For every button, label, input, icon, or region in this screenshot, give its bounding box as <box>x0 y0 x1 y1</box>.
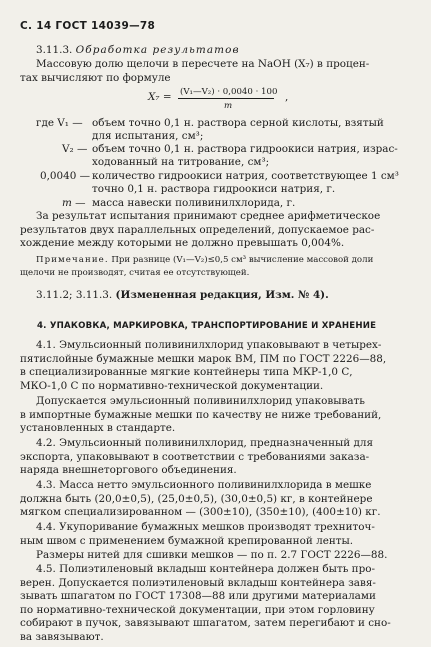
text-line: Допускается эмульсионный поливинилхлорид упаковывать <box>36 395 365 407</box>
paragraph-4-3 <box>20 479 411 520</box>
def-symbol: m — <box>62 197 86 209</box>
def-text: для испытания, см³; <box>92 130 204 142</box>
text-line: мягком специализированном — (300±10), (350±10), (400±10) кг. <box>20 506 381 519</box>
paragraph-4-5 <box>20 563 411 645</box>
text-line: результатов двух параллельных определений, допускаемое рас- <box>20 223 375 236</box>
text-line: ва завязывают. <box>20 630 104 643</box>
paragraph-4-4 <box>20 521 411 548</box>
section-number: 3.11.3. <box>36 44 73 56</box>
paragraph-4-2 <box>20 437 411 478</box>
text-line: Размеры нитей для сшивки мешков — по п. 2.7 ГОСТ 2226—88. <box>36 549 388 561</box>
text-line: должна быть (20,0±0,5), (25,0±0,5), (30,0±0,5) кг, в контейнере <box>20 492 373 505</box>
amendment-text: (Измененная редакция, Изм. № 4). <box>115 289 329 301</box>
paragraph-4-1-b <box>20 395 411 436</box>
text-line: 4.3. Масса нетто эмульсионного поливинилхлорида в мешке <box>36 479 372 491</box>
def-symbol: 0,0040 — <box>40 170 91 182</box>
text-line: в специализированные мягкие контейнеры типа МКР-1,0 С, <box>20 366 353 379</box>
text-line: зывать шпагатом по ГОСТ 17308—88 или другими материалами <box>20 590 376 603</box>
note-label: Примечание. <box>36 255 109 265</box>
amendment-line <box>36 289 329 303</box>
text-line: экспорта, упаковывают в соответствии с требованиями заказа- <box>20 450 370 463</box>
def-symbol: V₂ — <box>62 143 88 155</box>
text-line: собирают в пучок, завязывают шпагатом, затем перегибают и сно- <box>20 617 391 630</box>
text-line: 4.2. Эмульсионный поливинилхлорид, предназначенный для <box>36 437 374 449</box>
text-line: МКО-1,0 С по нормативно-технической документации. <box>20 379 324 392</box>
text-line: пятислойные бумажные мешки марок ВМ, ПМ по ГОСТ 2226—88, <box>20 352 387 365</box>
paragraph-4-4-b <box>20 549 411 563</box>
text-line: по нормативно-технической документации, при этом горловину <box>20 603 375 616</box>
text-line: 4.1. Эмульсионный поливинилхлорид упаковывают в четырех- <box>36 339 382 351</box>
formula-tail: , <box>285 91 289 103</box>
formula-numerator: (V₁—V₂) · 0,0040 · 100 <box>180 87 278 97</box>
text-line: 4.5. Полиэтиленовый вкладыш контейнера должен быть про- <box>36 563 376 575</box>
def-text: объем точно 0,1 н. раствора серной кислоты, взятый <box>92 117 384 129</box>
formula-denominator: m <box>224 101 233 111</box>
text-line: установленных в стандарте. <box>20 422 176 435</box>
def-text: ходованный на титрование, см³; <box>92 156 270 168</box>
note <box>20 254 411 280</box>
def-text: масса навески поливинилхлорида, г. <box>92 197 296 209</box>
text-line: ным швом с применением бумажной крепированной ленты. <box>20 534 354 547</box>
def-text: точно 0,1 н. раствора гидроокиси натрия, г. <box>92 183 336 195</box>
text-line: За результат испытания принимают среднее арифметическое <box>36 210 381 222</box>
text-line: хождение между которыми не должно превышать 0,004%. <box>20 237 345 250</box>
def-text: количество гидроокиси натрия, соответствующее 1 см³ <box>92 170 399 182</box>
section-4-heading: 4. УПАКОВКА, МАРКИРОВКА, ТРАНСПОРТИРОВАНИЕ И ХРАНЕНИЕ <box>37 321 377 331</box>
note-text: При разнице (V₁—V₂)≤0,5 см³ вычисление массовой доли <box>111 255 374 265</box>
intro-line-1: Массовую долю щелочи в пересчете на NaOH (X₇) в процен- <box>36 58 370 70</box>
intro-line-2: тах вычисляют по формуле <box>20 71 171 84</box>
text-line: в импортные бумажные мешки по качеству не ниже требований, <box>20 408 382 421</box>
formula-lhs: X₇ = <box>148 91 172 103</box>
amendment-refs: 3.11.2; 3.11.3. <box>36 289 113 301</box>
def-text: объем точно 0,1 н. раствора гидроокиси натрия, израс- <box>92 143 398 155</box>
intro-paragraph <box>20 58 411 85</box>
page-header: С. 14 ГОСТ 14039—78 <box>20 20 156 32</box>
note-text: щелочи не производят, считая ее отсутствующей. <box>20 268 250 278</box>
def-symbol: где V₁ — <box>36 117 83 129</box>
result-paragraph <box>20 210 411 251</box>
text-line: наряда внешнеторгового объединения. <box>20 464 237 477</box>
fraction-bar <box>178 98 274 99</box>
text-line: верен. Допускается полиэтиленовый вкладыш контейнера завя- <box>20 576 376 589</box>
paragraph-4-1 <box>20 339 411 393</box>
section-title: Обработка результатов <box>75 44 240 56</box>
text-line: 4.4. Укупоривание бумажных мешков производят трехниточ- <box>36 521 375 533</box>
section-3-11-3-title <box>36 44 240 58</box>
